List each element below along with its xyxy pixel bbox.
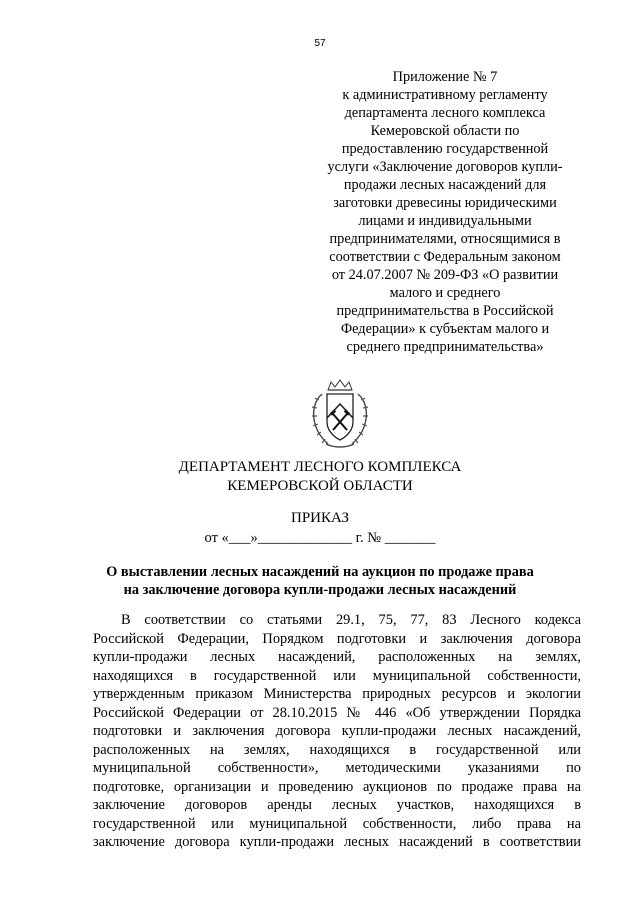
body-line: муниципальной собственности», методическими указаниями по bbox=[93, 760, 581, 776]
appendix-line: Приложение № 7 bbox=[392, 69, 498, 85]
body-line: расположенных на землях, находящихся в государственной или bbox=[93, 741, 581, 758]
appendix-line: соответствии с Федеральным законом bbox=[329, 249, 561, 265]
order-title-line-2: на заключение договора купли-продажи лесных насаждений bbox=[123, 582, 517, 598]
appendix-line: среднего предпринимательства» bbox=[346, 339, 544, 355]
department-name bbox=[0, 458, 640, 496]
appendix-line: услуги «Заключение договоров купли- bbox=[327, 159, 563, 175]
order-title-line-1: О выставлении лесных насаждений на аукцион по продаже права bbox=[106, 564, 534, 580]
appendix-line: Кемеровской области по bbox=[370, 123, 520, 139]
appendix-line: малого и среднего bbox=[389, 285, 501, 301]
order-body-text bbox=[93, 611, 581, 852]
appendix-line: предпринимателями, относящимися в bbox=[329, 231, 561, 247]
order-date-number-line: от «___»_____________ г. № _______ bbox=[204, 530, 436, 546]
appendix-line: Федерации» к субъектам малого и bbox=[340, 321, 550, 337]
body-line: купли-продажи лесных насаждений, расположенных на землях, bbox=[93, 649, 581, 665]
department-line-2: КЕМЕРОВСКОЙ ОБЛАСТИ bbox=[227, 478, 413, 494]
appendix-line: предоставлению государственной bbox=[341, 141, 549, 157]
body-line: заключение договора купли-продажи лесных насаждений в соответствии bbox=[93, 834, 581, 850]
body-line: подготовке, организации и проведению аукционов по продаже права на bbox=[93, 778, 581, 795]
coat-of-arms-icon bbox=[300, 378, 380, 454]
body-line: Российской Федерации от 28.10.2015 № 446 «Об утверждении Порядка bbox=[93, 704, 581, 721]
body-line: заключение договоров аренды лесных участков, находящихся в bbox=[93, 797, 581, 813]
body-line: утвержденным приказом Министерства природных ресурсов и экологии bbox=[93, 686, 581, 702]
appendix-line: заготовки древесины юридическими bbox=[333, 195, 557, 211]
body-line: подготовки и заключения договора купли-продажи лесных насаждений, bbox=[93, 723, 581, 739]
department-line-1: ДЕПАРТАМЕНТ ЛЕСНОГО КОМПЛЕКСА bbox=[178, 459, 462, 475]
appendix-line: лицами и индивидуальными bbox=[358, 213, 532, 229]
appendix-line: к административному регламенту bbox=[342, 87, 548, 103]
appendix-line: от 24.07.2007 № 209-ФЗ «О развитии bbox=[331, 267, 559, 283]
order-title bbox=[0, 563, 640, 599]
body-line: государственной или муниципальной собственности, либо права на bbox=[93, 815, 581, 832]
order-heading: ПРИКАЗ bbox=[291, 510, 349, 526]
appendix-line: предпринимательства в Российской bbox=[336, 303, 554, 319]
body-line: В соответствии со статьями 29.1, 75, 77, 83 Лесного кодекса bbox=[121, 612, 581, 628]
appendix-header bbox=[300, 68, 590, 356]
appendix-line: департамента лесного комплекса bbox=[344, 105, 546, 121]
page-number: 57 bbox=[314, 38, 326, 49]
body-line: находящихся в государственной или муниципальной собственности, bbox=[93, 667, 581, 684]
appendix-line: продажи лесных насаждений для bbox=[343, 177, 547, 193]
body-line: Российской Федерации, Порядком подготовки и заключения договора bbox=[93, 630, 581, 647]
